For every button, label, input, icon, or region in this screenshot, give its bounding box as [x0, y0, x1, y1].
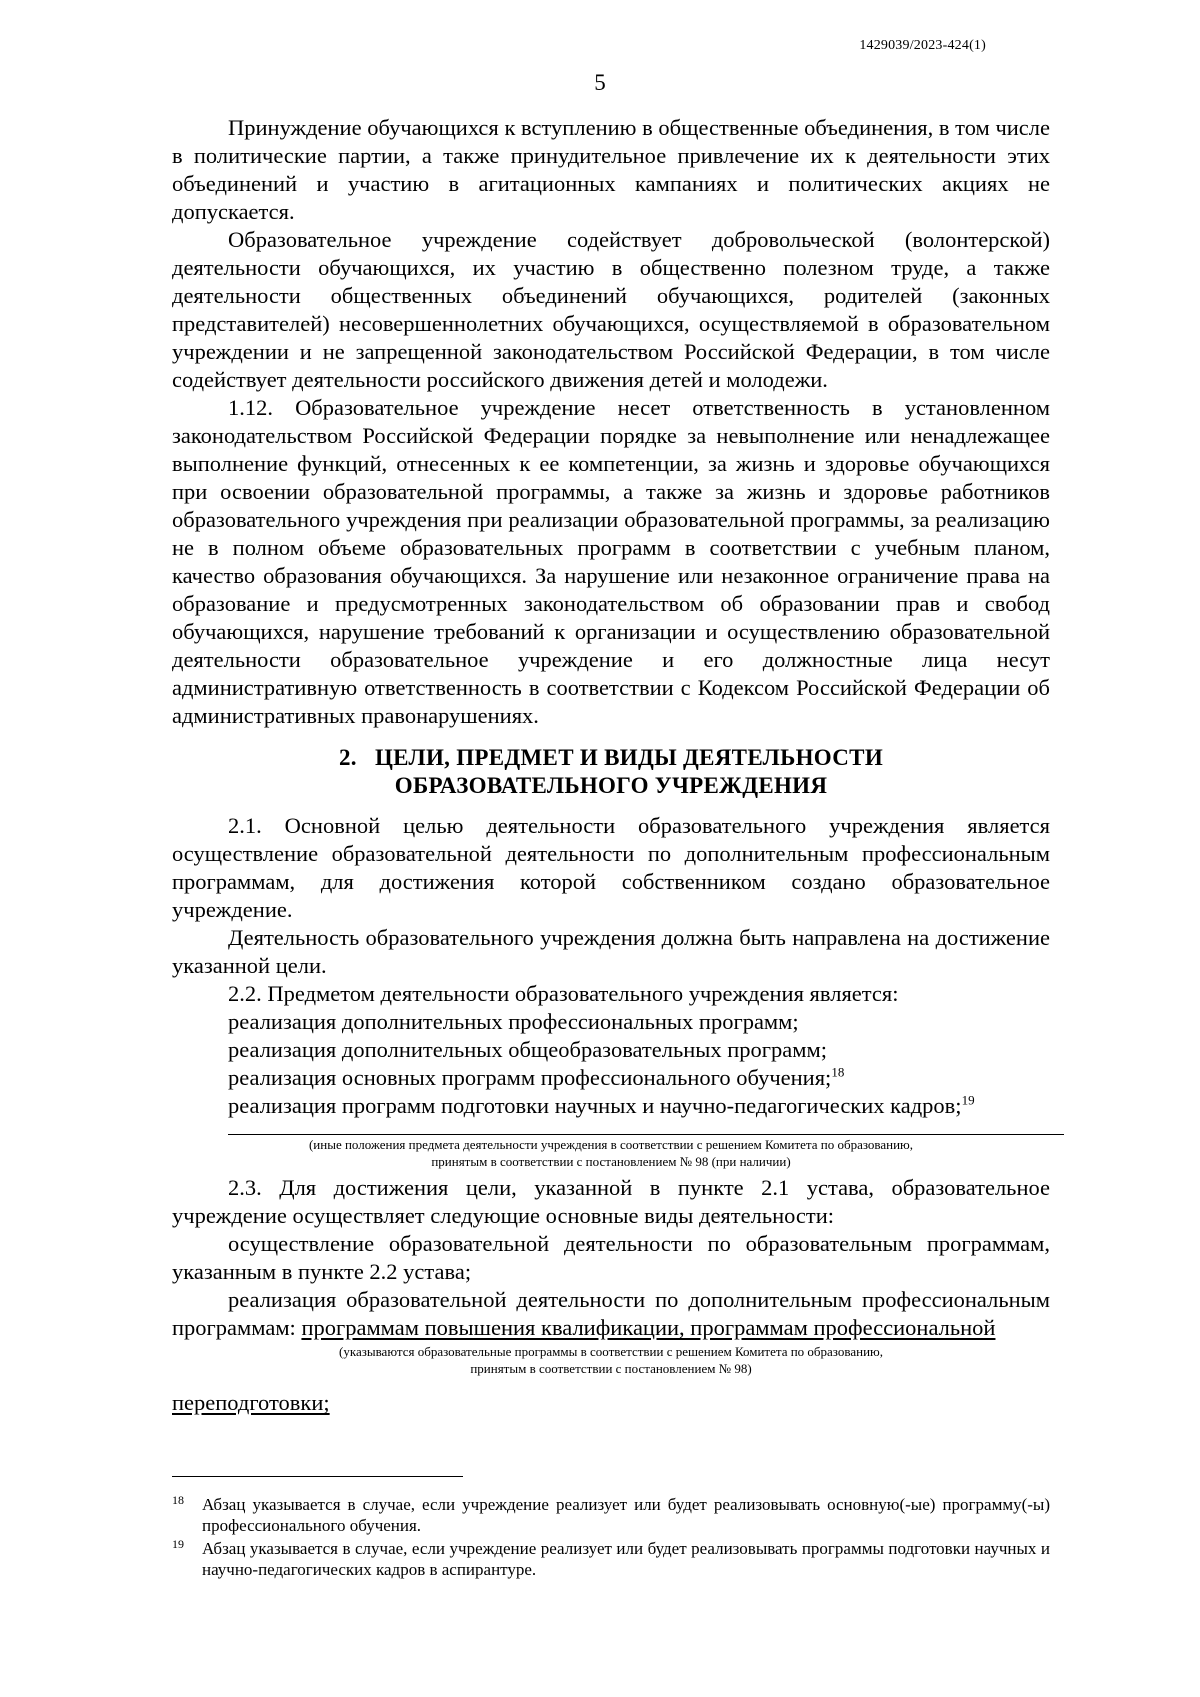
paragraph: 2.1. Основной целью деятельности образовательного учреждения является осуществление образовательной деятельности по дополнительным профессиональным программам, для достижения которой собственником создано образовательное учреждение.: [172, 813, 1050, 922]
list-item-text: реализация основных программ профессионального обучения;: [228, 1065, 832, 1090]
list-item-text: реализация программ подготовки научных и научно-педагогических кадров;: [228, 1093, 962, 1118]
footnote-mark: 18: [172, 1493, 184, 1507]
footnote-19: [172, 1538, 1050, 1580]
footnote-separator: [172, 1476, 463, 1477]
fill-in-note-line1: (иные положения предмета деятельности учреждения в соответствии с решением Комитета по образованию,: [308, 1137, 914, 1152]
page-number: 5: [594, 70, 606, 95]
document-number: 1429039/2023-424(1): [859, 38, 986, 53]
section-heading-line2: ОБРАЗОВАТЕЛЬНОГО УЧРЕЖДЕНИЯ: [394, 773, 828, 798]
fill-in-note: [172, 1136, 1050, 1170]
paragraph: осуществление образовательной деятельности по образовательным программам, указанным в пункте 2.2 устава;: [172, 1231, 1050, 1284]
footnote-mark: 19: [172, 1537, 184, 1551]
paragraph-text: реализация образовательной деятельности по дополнительным профессиональным программам:: [172, 1287, 1050, 1340]
filled-programs-text-cont: переподготовки;: [172, 1390, 330, 1415]
footnote-ref-19[interactable]: 19: [961, 1092, 975, 1108]
fill-in-note-line2: принятым в соответствии с постановлением № 98 (при наличии): [431, 1154, 791, 1169]
list-item: реализация дополнительных общеобразовательных программ;: [228, 1037, 827, 1062]
paragraph: Принуждение обучающихся к вступлению в общественные объединения, в том числе в политические партии, а также принудительное привлечение их к деятельности этих объединений и участию в агитационных кампаниях и политических акциях не допускается.: [172, 115, 1050, 224]
paragraph: Деятельность образовательного учреждения должна быть направлена на достижение указанной цели.: [172, 925, 1050, 978]
paragraph: 2.3. Для достижения цели, указанной в пункте 2.1 устава, образовательное учреждение осуществляет следующие основные виды деятельности:: [172, 1175, 1050, 1228]
section-heading-line1: 2. ЦЕЛИ, ПРЕДМЕТ И ВИДЫ ДЕЯТЕЛЬНОСТИ: [338, 745, 884, 770]
footnote-text: Абзац указывается в случае, если учреждение реализует или будет реализовывать основную(-ые) программу(-ы) профессионального обучения.: [202, 1495, 1050, 1535]
programs-note-line2: принятым в соответствии с постановлением № 98): [470, 1361, 752, 1376]
paragraph: 1.12. Образовательное учреждение несет ответственность в установленном законодательством Российской Федерации порядке за невыполнение или ненадлежащее выполнение функций, отнесенных к ее компетенции, за жизнь и здоровье обучающихся при освоении образовательной программы, а также за жизнь и здоровье работников образовательного учреждения при реализации образовательной программы, за реализацию не в полном объеме образовательных программ в соответствии с учебным планом, качество образования обучающихся. За нарушение или незаконное ограничение права на образование и предусмотренных законодательством об образовании прав и свобод обучающихся, нарушение требований к организации и осуществлению образовательной деятельности образовательное учреждение и его должностные лица несут административную ответственность в соответствии с Кодексом Российской Федерации об административных правонарушениях.: [172, 395, 1050, 728]
paragraph: [172, 1286, 1050, 1342]
footnote-18: [172, 1494, 1050, 1536]
programs-note: [172, 1343, 1050, 1377]
footnote-text: Абзац указывается в случае, если учреждение реализует или будет реализовывать программы подготовки научных и научно-педагогических кадров в аспирантуре.: [202, 1539, 1050, 1579]
document-body: [172, 114, 1050, 1417]
section-heading: [172, 744, 1050, 800]
list-item: реализация дополнительных профессиональных программ;: [228, 1009, 799, 1034]
paragraph: Образовательное учреждение содействует добровольческой (волонтерской) деятельности обучающихся, их участию в общественно полезном труде, а также деятельности общественных объединений обучающихся, родителей (законных представителей) несовершеннолетних обучающихся, осуществляемой в образовательном учреждении и не запрещенной законодательством Российской Федерации, в том числе содействует деятельности российского движения детей и молодежи.: [172, 227, 1050, 392]
fill-in-line: [228, 1134, 1064, 1135]
filled-programs-text: программам повышения квалификации, программам профессиональной: [301, 1315, 996, 1340]
list-item: [172, 1064, 1050, 1092]
footnote-ref-18[interactable]: 18: [831, 1064, 845, 1080]
list-item: 2.2. Предметом деятельности образовательного учреждения является:: [228, 981, 899, 1006]
programs-note-line1: (указываются образовательные программы в соответствии с решением Комитета по образованию,: [339, 1344, 883, 1359]
list-item: [172, 1092, 1050, 1120]
subject-list: [172, 980, 1050, 1120]
footnotes: [172, 1494, 1050, 1582]
paragraph: [172, 1389, 1050, 1417]
